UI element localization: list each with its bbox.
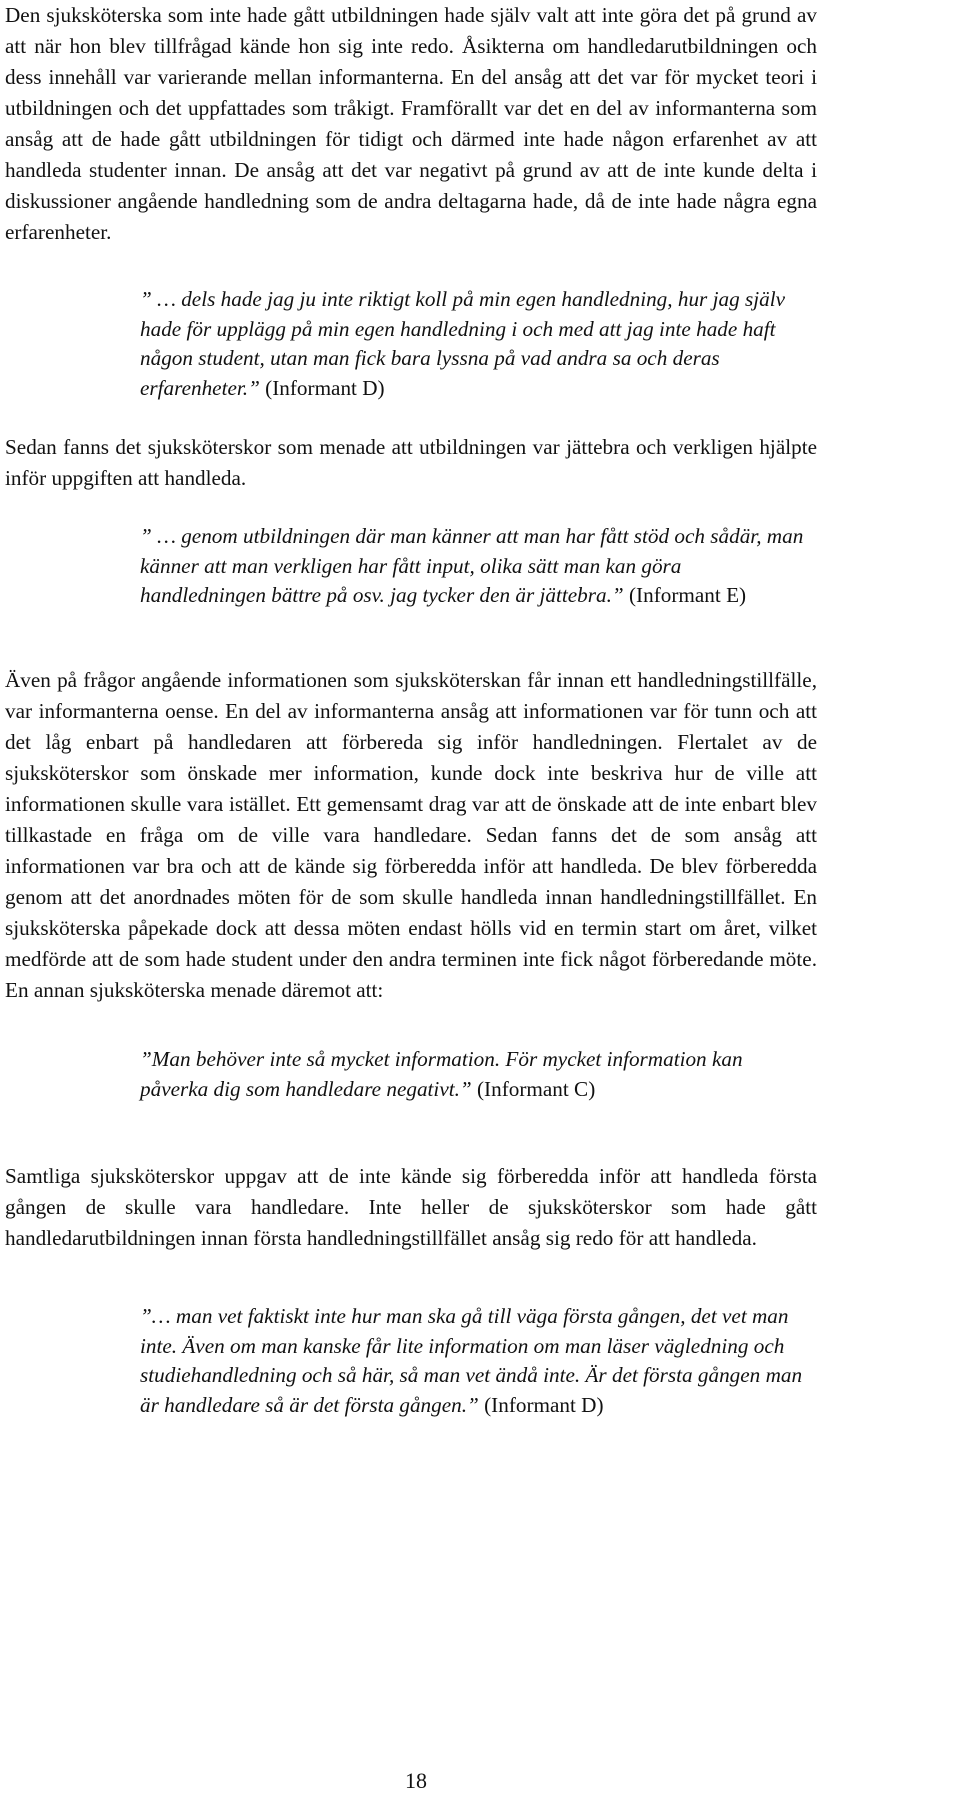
quote-informant-d-1 bbox=[140, 285, 812, 403]
quote-text: ”… man vet faktiskt inte hur man ska gå till väga första gången, det vet man inte. Även om man kanske får lite information om man läser vägledning och studiehandledning och så här, så man vet ändå inte. Är det första gången man är handledare så är det första gången.” bbox=[140, 1304, 803, 1417]
quote-source: (Informant D) bbox=[265, 375, 385, 400]
page-number: 18 bbox=[405, 1768, 427, 1793]
quote-source: (Informant C) bbox=[476, 1076, 596, 1101]
paragraph-4: Samtliga sjuksköterskor uppgav att de inte kände sig förberedda inför att handleda första gången de skulle vara handledare. Inte heller de sjuksköterskor som hade gått handledarutbildningen innan första handledningstillfället ansåg sig redo för att handleda. bbox=[5, 1164, 817, 1250]
paragraph-3: Även på frågor angående informationen som sjuksköterskan får innan ett handledningstillfälle, var informanterna oense. En del av informanterna ansåg att informationen var för tunn och att det låg enbart på handledaren att förbereda sig inför handledningen. Flertalet av de sjuksköterskor som önskade mer information, kunde dock inte beskriva hur de ville att informationen skulle vara istället. Ett gemensamt drag var att de önskade att de inte enbart blev tillkastade en fråga om de ville vara handledare. Sedan fanns det de som ansåg att informationen var bra och att de kände sig förberedda inför att handleda. De blev förberedda genom att det anordnades möten för de som skulle handleda innan handledningstillfället. En sjuksköterska påpekade dock att dessa möten endast hölls vid en termin start om året, vilket medförde att de som hade student under den andra terminen inte fick något förberedande möte. En annan sjuksköterska menade däremot att: bbox=[5, 668, 817, 1002]
quote-text: ” … genom utbildningen där man känner att man har fått stöd och sådär, man känner att man verkligen har fått input, olika sätt man kan göra handledningen bättre på osv. jag tycker den är jättebra.” bbox=[140, 524, 804, 607]
quote-source: (Informant E) bbox=[629, 583, 747, 607]
quote-informant-d-2 bbox=[140, 1302, 812, 1420]
quote-informant-e bbox=[140, 522, 812, 611]
quote-text: ”Man behöver inte så mycket information. För mycket information kan påverka dig som handledare negativt.” bbox=[140, 1047, 743, 1101]
quote-text: ” … dels hade jag ju inte riktigt koll på min egen handledning, hur jag själv hade för upplägg på min egen handledning i och med att jag inte hade haft någon student, utan man fick bara lyssna på vad andra sa och deras erfarenheter.” bbox=[140, 287, 785, 400]
quote-informant-c bbox=[140, 1045, 812, 1104]
quote-source: (Informant D) bbox=[484, 1392, 604, 1417]
paragraph-1: Den sjuksköterska som inte hade gått utbildningen hade själv valt att inte göra det på grund av att när hon blev tillfrågad kände hon sig inte redo. Åsikterna om handledarutbildningen och dess innehåll var varierande mellan informanterna. En del ansåg att det var för mycket teori i utbildningen och det uppfattades som tråkigt. Framförallt var det en del av informanterna som ansåg att de hade gått utbildningen för tidigt och därmed inte hade någon erfarenhet av att handleda studenter innan. De ansåg att det var negativt på grund av att de inte kunde delta i diskussioner angående handledning som de andra deltagarna hade, då de inte hade några egna erfarenheter. bbox=[5, 3, 817, 244]
paragraph-2: Sedan fanns det sjuksköterskor som menade att utbildningen var jättebra och verkligen hjälpte inför uppgiften att handleda. bbox=[5, 435, 817, 490]
